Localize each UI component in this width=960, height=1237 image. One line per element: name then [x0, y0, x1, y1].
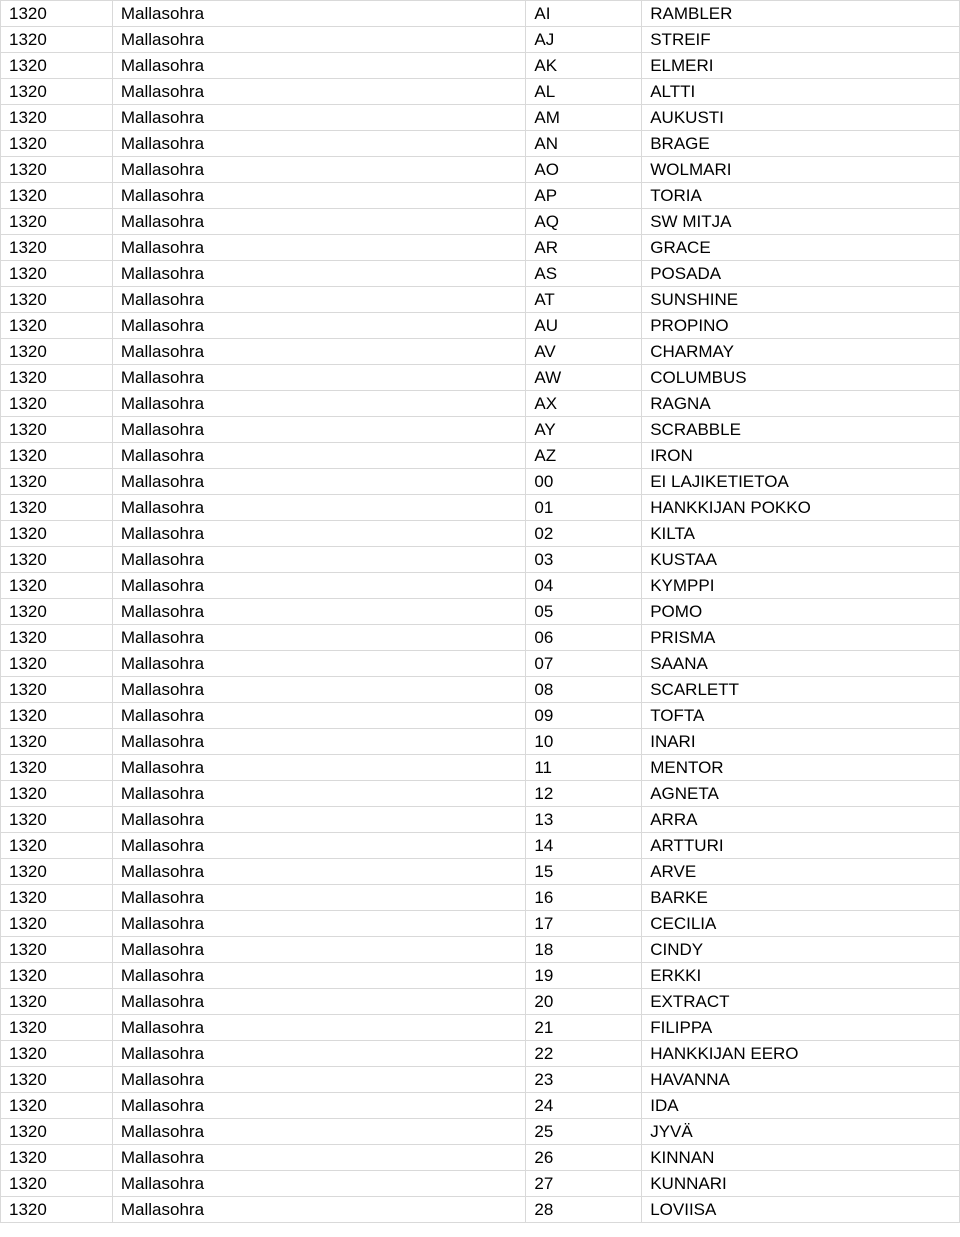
variety-name-cell: IRON	[642, 443, 960, 469]
variety-code-cell: AQ	[526, 209, 642, 235]
crop-name-cell: Mallasohra	[112, 287, 525, 313]
variety-code-cell: 03	[526, 547, 642, 573]
variety-code-cell: AY	[526, 417, 642, 443]
table-body	[1, 1, 960, 1223]
variety-name-cell: CECILIA	[642, 911, 960, 937]
crop-code-cell: 1320	[1, 521, 113, 547]
table-row	[1, 443, 960, 469]
crop-name-cell: Mallasohra	[112, 1093, 525, 1119]
crop-name-cell: Mallasohra	[112, 469, 525, 495]
crop-code-cell: 1320	[1, 209, 113, 235]
variety-code-cell: AK	[526, 53, 642, 79]
crop-code-cell: 1320	[1, 989, 113, 1015]
variety-code-cell: AL	[526, 79, 642, 105]
variety-code-cell: 24	[526, 1093, 642, 1119]
table-row	[1, 235, 960, 261]
crop-code-cell: 1320	[1, 651, 113, 677]
table-row	[1, 469, 960, 495]
variety-name-cell: KUNNARI	[642, 1171, 960, 1197]
table-row	[1, 417, 960, 443]
variety-code-cell: 19	[526, 963, 642, 989]
crop-code-cell: 1320	[1, 807, 113, 833]
variety-code-cell: 11	[526, 755, 642, 781]
table-row	[1, 495, 960, 521]
variety-name-cell: KYMPPI	[642, 573, 960, 599]
crop-code-cell: 1320	[1, 105, 113, 131]
table-row	[1, 1093, 960, 1119]
variety-name-cell: SCARLETT	[642, 677, 960, 703]
crop-name-cell: Mallasohra	[112, 131, 525, 157]
variety-name-cell: ARVE	[642, 859, 960, 885]
table-row	[1, 209, 960, 235]
crop-name-cell: Mallasohra	[112, 651, 525, 677]
crop-name-cell: Mallasohra	[112, 79, 525, 105]
crop-name-cell: Mallasohra	[112, 313, 525, 339]
variety-name-cell: IDA	[642, 1093, 960, 1119]
crop-code-cell: 1320	[1, 963, 113, 989]
variety-name-cell: KINNAN	[642, 1145, 960, 1171]
variety-name-cell: RAGNA	[642, 391, 960, 417]
variety-name-cell: PROPINO	[642, 313, 960, 339]
crop-code-cell: 1320	[1, 911, 113, 937]
crop-name-cell: Mallasohra	[112, 937, 525, 963]
crop-code-cell: 1320	[1, 495, 113, 521]
variety-code-cell: 17	[526, 911, 642, 937]
variety-code-cell: AV	[526, 339, 642, 365]
crop-code-cell: 1320	[1, 625, 113, 651]
variety-code-cell: 07	[526, 651, 642, 677]
crop-code-cell: 1320	[1, 287, 113, 313]
variety-code-cell: 05	[526, 599, 642, 625]
variety-code-cell: 12	[526, 781, 642, 807]
variety-code-cell: AS	[526, 261, 642, 287]
crop-code-cell: 1320	[1, 1015, 113, 1041]
crop-name-cell: Mallasohra	[112, 183, 525, 209]
table-row	[1, 339, 960, 365]
crop-name-cell: Mallasohra	[112, 781, 525, 807]
variety-name-cell: SW MITJA	[642, 209, 960, 235]
variety-code-cell: 02	[526, 521, 642, 547]
variety-code-cell: AN	[526, 131, 642, 157]
table-row	[1, 937, 960, 963]
crop-code-cell: 1320	[1, 1093, 113, 1119]
crop-code-cell: 1320	[1, 1119, 113, 1145]
table-row	[1, 885, 960, 911]
crop-code-cell: 1320	[1, 1197, 113, 1223]
table-row	[1, 1041, 960, 1067]
crop-code-cell: 1320	[1, 1041, 113, 1067]
crop-code-cell: 1320	[1, 313, 113, 339]
table-row	[1, 365, 960, 391]
variety-name-cell: TORIA	[642, 183, 960, 209]
variety-name-cell: MENTOR	[642, 755, 960, 781]
variety-name-cell: CHARMAY	[642, 339, 960, 365]
crop-name-cell: Mallasohra	[112, 443, 525, 469]
variety-code-cell: 13	[526, 807, 642, 833]
crop-name-cell: Mallasohra	[112, 573, 525, 599]
table-row	[1, 53, 960, 79]
variety-code-cell: 08	[526, 677, 642, 703]
crop-code-cell: 1320	[1, 677, 113, 703]
table-row	[1, 729, 960, 755]
variety-code-cell: AT	[526, 287, 642, 313]
variety-name-cell: KUSTAA	[642, 547, 960, 573]
crop-name-cell: Mallasohra	[112, 209, 525, 235]
variety-name-cell: BRAGE	[642, 131, 960, 157]
variety-name-cell: WOLMARI	[642, 157, 960, 183]
variety-code-cell: 26	[526, 1145, 642, 1171]
crop-code-cell: 1320	[1, 261, 113, 287]
crop-name-cell: Mallasohra	[112, 1015, 525, 1041]
crop-name-cell: Mallasohra	[112, 963, 525, 989]
table-row	[1, 313, 960, 339]
variety-code-cell: 15	[526, 859, 642, 885]
crop-code-cell: 1320	[1, 443, 113, 469]
table-row	[1, 157, 960, 183]
crop-code-cell: 1320	[1, 1145, 113, 1171]
crop-code-cell: 1320	[1, 417, 113, 443]
variety-name-cell: TOFTA	[642, 703, 960, 729]
crop-code-cell: 1320	[1, 781, 113, 807]
variety-name-cell: POMO	[642, 599, 960, 625]
variety-name-cell: AGNETA	[642, 781, 960, 807]
crop-name-cell: Mallasohra	[112, 599, 525, 625]
crop-name-cell: Mallasohra	[112, 1119, 525, 1145]
crop-name-cell: Mallasohra	[112, 1145, 525, 1171]
table-row	[1, 833, 960, 859]
crop-code-cell: 1320	[1, 183, 113, 209]
variety-name-cell: HAVANNA	[642, 1067, 960, 1093]
variety-code-cell: 18	[526, 937, 642, 963]
crop-code-cell: 1320	[1, 859, 113, 885]
crop-name-cell: Mallasohra	[112, 1041, 525, 1067]
crop-code-cell: 1320	[1, 79, 113, 105]
crop-code-cell: 1320	[1, 469, 113, 495]
variety-name-cell: ARTTURI	[642, 833, 960, 859]
variety-code-cell: 14	[526, 833, 642, 859]
variety-name-cell: EXTRACT	[642, 989, 960, 1015]
table-row	[1, 911, 960, 937]
variety-code-cell: AZ	[526, 443, 642, 469]
table-row	[1, 1, 960, 27]
variety-name-cell: LOVIISA	[642, 1197, 960, 1223]
table-row	[1, 651, 960, 677]
variety-name-cell: EI LAJIKETIETOA	[642, 469, 960, 495]
crop-name-cell: Mallasohra	[112, 105, 525, 131]
crop-code-cell: 1320	[1, 235, 113, 261]
table-row	[1, 391, 960, 417]
crop-name-cell: Mallasohra	[112, 495, 525, 521]
crop-name-cell: Mallasohra	[112, 1197, 525, 1223]
table-row	[1, 27, 960, 53]
table-row	[1, 781, 960, 807]
crop-code-cell: 1320	[1, 339, 113, 365]
variety-code-cell: AO	[526, 157, 642, 183]
crop-name-cell: Mallasohra	[112, 885, 525, 911]
crop-name-cell: Mallasohra	[112, 1067, 525, 1093]
crop-code-cell: 1320	[1, 703, 113, 729]
variety-name-cell: BARKE	[642, 885, 960, 911]
crop-name-cell: Mallasohra	[112, 1, 525, 27]
variety-code-cell: AU	[526, 313, 642, 339]
crop-code-cell: 1320	[1, 1171, 113, 1197]
variety-name-cell: GRACE	[642, 235, 960, 261]
crop-code-cell: 1320	[1, 573, 113, 599]
table-row	[1, 703, 960, 729]
crop-code-cell: 1320	[1, 1, 113, 27]
table-row	[1, 859, 960, 885]
crop-name-cell: Mallasohra	[112, 365, 525, 391]
table-row	[1, 963, 960, 989]
table-row	[1, 1145, 960, 1171]
crop-name-cell: Mallasohra	[112, 27, 525, 53]
crop-name-cell: Mallasohra	[112, 261, 525, 287]
crop-name-cell: Mallasohra	[112, 547, 525, 573]
variety-name-cell: AUKUSTI	[642, 105, 960, 131]
variety-code-cell: AX	[526, 391, 642, 417]
variety-name-cell: SAANA	[642, 651, 960, 677]
crop-code-cell: 1320	[1, 1067, 113, 1093]
crop-code-cell: 1320	[1, 27, 113, 53]
crop-name-cell: Mallasohra	[112, 339, 525, 365]
variety-name-cell: FILIPPA	[642, 1015, 960, 1041]
table-row	[1, 677, 960, 703]
variety-name-cell: HANKKIJAN POKKO	[642, 495, 960, 521]
variety-name-cell: RAMBLER	[642, 1, 960, 27]
crop-code-cell: 1320	[1, 131, 113, 157]
table-row	[1, 807, 960, 833]
variety-code-cell: 00	[526, 469, 642, 495]
crop-name-cell: Mallasohra	[112, 1171, 525, 1197]
crop-code-cell: 1320	[1, 937, 113, 963]
variety-code-cell: 27	[526, 1171, 642, 1197]
table-row	[1, 261, 960, 287]
table-row	[1, 183, 960, 209]
variety-name-cell: ERKKI	[642, 963, 960, 989]
variety-name-cell: COLUMBUS	[642, 365, 960, 391]
table-row	[1, 1015, 960, 1041]
variety-code-cell: 20	[526, 989, 642, 1015]
variety-name-cell: ALTTI	[642, 79, 960, 105]
variety-name-cell: SCRABBLE	[642, 417, 960, 443]
variety-code-cell: 01	[526, 495, 642, 521]
crop-code-cell: 1320	[1, 547, 113, 573]
variety-code-cell: 28	[526, 1197, 642, 1223]
table-row	[1, 287, 960, 313]
crop-name-cell: Mallasohra	[112, 755, 525, 781]
variety-code-cell: 16	[526, 885, 642, 911]
variety-code-cell: 22	[526, 1041, 642, 1067]
variety-code-cell: AJ	[526, 27, 642, 53]
crop-name-cell: Mallasohra	[112, 859, 525, 885]
crop-name-cell: Mallasohra	[112, 235, 525, 261]
table-row	[1, 755, 960, 781]
crop-name-cell: Mallasohra	[112, 53, 525, 79]
variety-code-cell: AM	[526, 105, 642, 131]
variety-code-cell: 09	[526, 703, 642, 729]
variety-name-cell: JYVÄ	[642, 1119, 960, 1145]
crop-name-cell: Mallasohra	[112, 157, 525, 183]
variety-code-cell: AP	[526, 183, 642, 209]
variety-name-cell: PRISMA	[642, 625, 960, 651]
variety-name-cell: SUNSHINE	[642, 287, 960, 313]
variety-code-cell: 21	[526, 1015, 642, 1041]
variety-name-cell: INARI	[642, 729, 960, 755]
crop-name-cell: Mallasohra	[112, 417, 525, 443]
table-row	[1, 521, 960, 547]
crop-code-cell: 1320	[1, 885, 113, 911]
crop-code-cell: 1320	[1, 53, 113, 79]
table-row	[1, 625, 960, 651]
variety-code-cell: 25	[526, 1119, 642, 1145]
variety-name-cell: HANKKIJAN EERO	[642, 1041, 960, 1067]
table-row	[1, 989, 960, 1015]
variety-name-cell: ARRA	[642, 807, 960, 833]
table-row	[1, 573, 960, 599]
variety-code-cell: AW	[526, 365, 642, 391]
crop-name-cell: Mallasohra	[112, 703, 525, 729]
variety-name-cell: KILTA	[642, 521, 960, 547]
crop-name-cell: Mallasohra	[112, 807, 525, 833]
crop-name-cell: Mallasohra	[112, 989, 525, 1015]
table-row	[1, 1197, 960, 1223]
table-row	[1, 105, 960, 131]
table-row	[1, 79, 960, 105]
variety-name-cell: ELMERI	[642, 53, 960, 79]
variety-code-cell: 04	[526, 573, 642, 599]
table-row	[1, 1067, 960, 1093]
variety-name-cell: STREIF	[642, 27, 960, 53]
table-row	[1, 547, 960, 573]
crop-name-cell: Mallasohra	[112, 625, 525, 651]
table-row	[1, 1171, 960, 1197]
table-row	[1, 131, 960, 157]
crop-name-cell: Mallasohra	[112, 729, 525, 755]
variety-code-cell: AI	[526, 1, 642, 27]
crop-code-cell: 1320	[1, 391, 113, 417]
crop-code-cell: 1320	[1, 729, 113, 755]
crop-code-cell: 1320	[1, 365, 113, 391]
variety-name-cell: POSADA	[642, 261, 960, 287]
crop-code-cell: 1320	[1, 755, 113, 781]
table-row	[1, 1119, 960, 1145]
variety-name-cell: CINDY	[642, 937, 960, 963]
variety-code-cell: 23	[526, 1067, 642, 1093]
crop-name-cell: Mallasohra	[112, 833, 525, 859]
crop-name-cell: Mallasohra	[112, 521, 525, 547]
variety-code-cell: AR	[526, 235, 642, 261]
crop-code-cell: 1320	[1, 157, 113, 183]
crop-code-cell: 1320	[1, 599, 113, 625]
crop-name-cell: Mallasohra	[112, 391, 525, 417]
table-row	[1, 599, 960, 625]
crop-name-cell: Mallasohra	[112, 911, 525, 937]
crop-name-cell: Mallasohra	[112, 677, 525, 703]
crop-code-cell: 1320	[1, 833, 113, 859]
variety-code-cell: 10	[526, 729, 642, 755]
variety-code-cell: 06	[526, 625, 642, 651]
